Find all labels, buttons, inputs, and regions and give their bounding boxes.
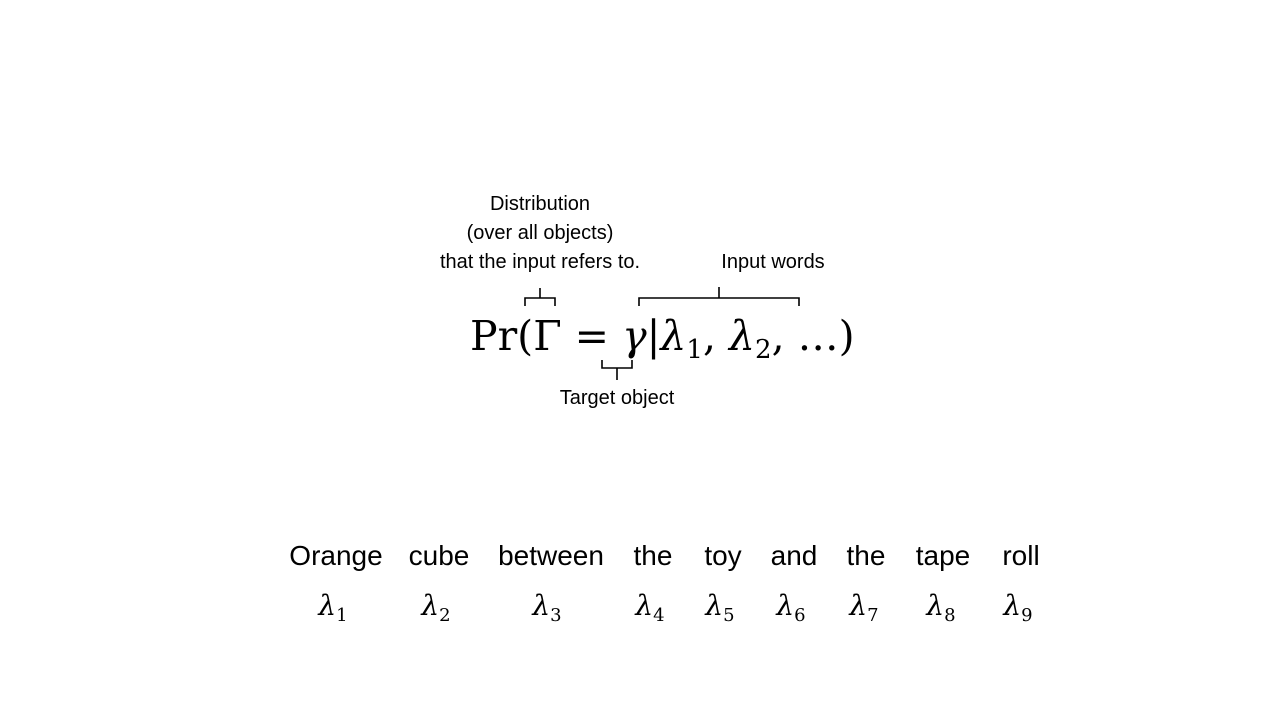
lambda-index: 4 [653,605,665,626]
lambda-2: λ [729,312,756,360]
lambda-symbol: λ [421,589,440,622]
probability-formula [470,306,855,366]
word-lambda [532,588,561,634]
comma-2: , [771,312,798,360]
lambda-index: 8 [944,605,956,626]
sentence-word: tape [915,540,971,571]
word-lambda [926,588,955,634]
random-variable-gamma: Γ [533,312,562,360]
lambda-index: 3 [550,605,562,626]
sentence-word: toy [704,540,742,571]
ellipsis: … [797,312,839,360]
lambda-symbol: λ [705,589,724,622]
lambda-1-subscript: 1 [686,335,703,365]
word-lambda [318,588,347,634]
target-gamma: γ [622,312,647,360]
lambda-1: λ [660,312,687,360]
word-lambda [1003,588,1032,634]
word-lambda [849,588,878,634]
word-lambda [705,588,734,634]
lambda-index: 6 [794,605,806,626]
distribution-line-2: (over all objects) [466,222,614,244]
lambda-index: 1 [336,605,348,626]
lambda-symbol: λ [776,589,795,622]
given-bar: | [646,312,661,360]
comma-1: , [702,312,730,360]
equals-sign: = [561,312,623,360]
lambda-symbol: λ [532,589,551,622]
sentence-word: the [633,540,673,571]
sentence-word: cube [408,540,470,571]
lambda-symbol: λ [635,589,654,622]
lambda-index: 9 [1021,605,1033,626]
close-paren: ) [838,312,855,360]
word-lambda [776,588,805,634]
sentence-word: Orange [289,540,383,571]
distribution-line-1: Distribution [489,193,591,215]
lambda-index: 2 [439,605,451,626]
word-lambda [635,588,664,634]
sentence-word: roll [1002,540,1040,571]
input-words-annotation: Input words [721,251,825,273]
sentence-word: between [498,540,604,571]
target-object-annotation: Target object [559,387,675,409]
lambda-2-subscript: 2 [755,335,772,365]
distribution-line-3: that the input refers to. [439,251,641,273]
input-words-bracket [639,287,799,306]
lambda-index: 5 [723,605,735,626]
distribution-bracket [525,288,555,306]
lambda-symbol: λ [318,589,337,622]
lambda-index: 7 [867,605,879,626]
lambda-symbol: λ [1003,589,1022,622]
sentence-word: the [846,540,886,571]
lambda-symbol: λ [849,589,868,622]
word-lambda [421,588,450,634]
sentence-word: and [770,540,818,571]
lambda-symbol: λ [926,589,945,622]
pr-prefix: Pr( [470,312,534,360]
